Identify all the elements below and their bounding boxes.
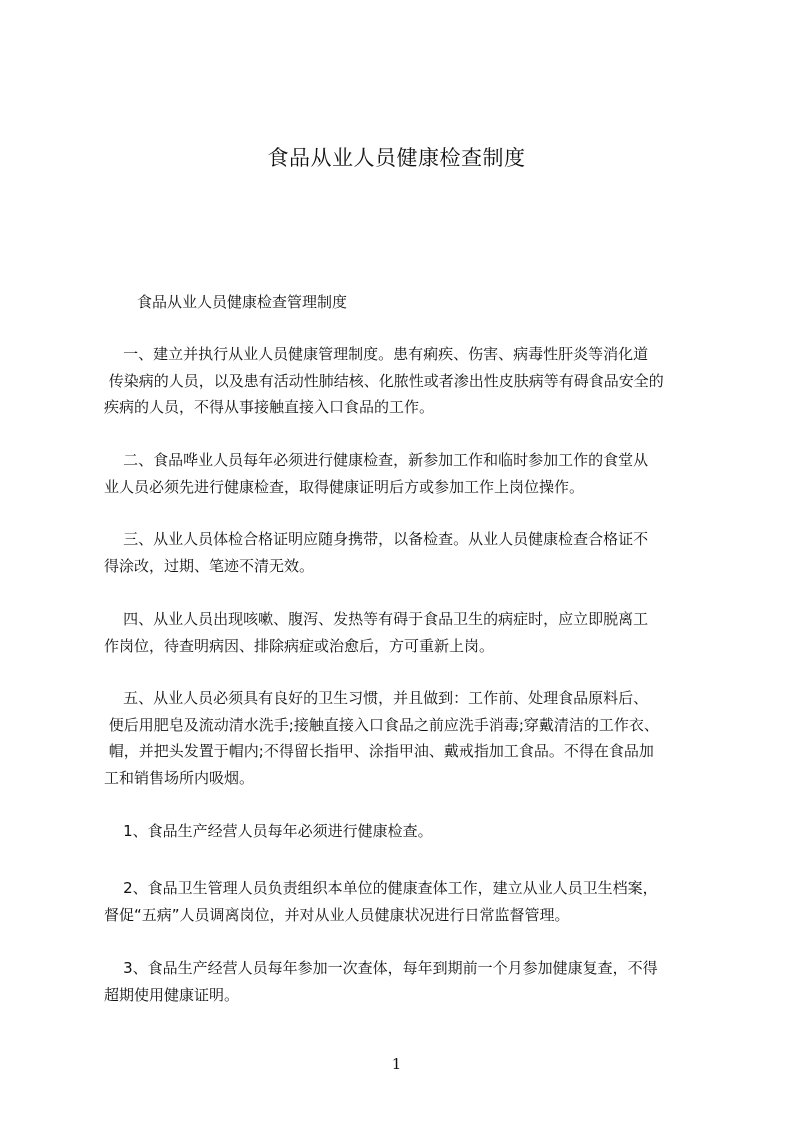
paragraph-line: 1、食品生产经营人员每年必须进行健康检查。 xyxy=(104,822,433,840)
document-subtitle: 食品从业人员健康检查管理制度 xyxy=(137,293,348,311)
paragraph-line: 工和销售场所内吸烟。 xyxy=(104,768,255,787)
document-title: 食品从业人员健康检查制度 xyxy=(267,146,526,170)
paragraph-line: 3、食品生产经营人员每年参加一次查体，每年到期前一个月参加健康复查，不得 xyxy=(104,959,658,977)
paragraph-line: 五、从业人员必须具有良好的卫生习惯，并且做到：工作前、处理食品原料后、 xyxy=(104,689,649,707)
paragraph-line: 疾病的人员，不得从事接触直接入口食品的工作。 xyxy=(104,398,435,416)
paragraph-line: 督促“五病”人员调离岗位，并对从业人员健康状况进行日常监督管理。 xyxy=(104,905,570,924)
paragraph-8 xyxy=(104,955,704,1008)
paragraph-line: 四、从业人员出现咳嗽、腹泻、发热等有碍于食品卫生的病症时，应立即脱离工 xyxy=(104,610,649,628)
paragraph-line: 便后用肥皂及流动清水洗手;接触直接入口食品之前应洗手消毒;穿戴清洁的工作衣、 xyxy=(104,715,659,734)
paragraph-line: 业人员必须先进行健康检查，取得健康证明后方或参加工作上岗位操作。 xyxy=(104,477,585,496)
paragraph-5 xyxy=(104,685,704,791)
paragraph-4 xyxy=(104,606,704,659)
paragraph-line: 超期使用健康证明。 xyxy=(104,985,240,1004)
paragraph-line: 传染病的人员，以及患有活动性肺结核、化脓性或者渗出性皮肤病等有碍食品安全的 xyxy=(104,371,664,390)
paragraph-3 xyxy=(104,526,704,579)
paragraph-line: 二、食品哗业人员每年必须进行健康检查，新参加工作和临时参加工作的食堂从 xyxy=(104,451,649,469)
paragraph-6 xyxy=(104,818,704,845)
paragraph-line: 三、从业人员体检合格证明应随身携带，以备检查。从业人员健康检查合格证不 xyxy=(104,530,649,548)
paragraph-line: 一、建立并执行从业人员健康管理制度。患有痢疾、伤害、病毒性肝炎等消化道 xyxy=(104,345,649,363)
paragraph-1 xyxy=(104,341,704,421)
paragraph-line: 作岗位，待查明病因、排除病症或治愈后，方可重新上岗。 xyxy=(104,636,495,655)
paragraph-line: 得涂改，过期、笔迹不清无效。 xyxy=(104,556,315,575)
paragraph-line: 帽，并把头发置于帽内;不得留长指甲、涂指甲油、戴戒指加工食品。不得在食品加 xyxy=(104,742,654,760)
paragraph-line: 2、食品卫生管理人员负责组织本单位的健康查体工作，建立从业人员卫生档案， xyxy=(104,879,658,897)
paragraph-7 xyxy=(104,875,704,928)
page-number: 1 xyxy=(391,1055,402,1073)
paragraph-2 xyxy=(104,447,704,500)
